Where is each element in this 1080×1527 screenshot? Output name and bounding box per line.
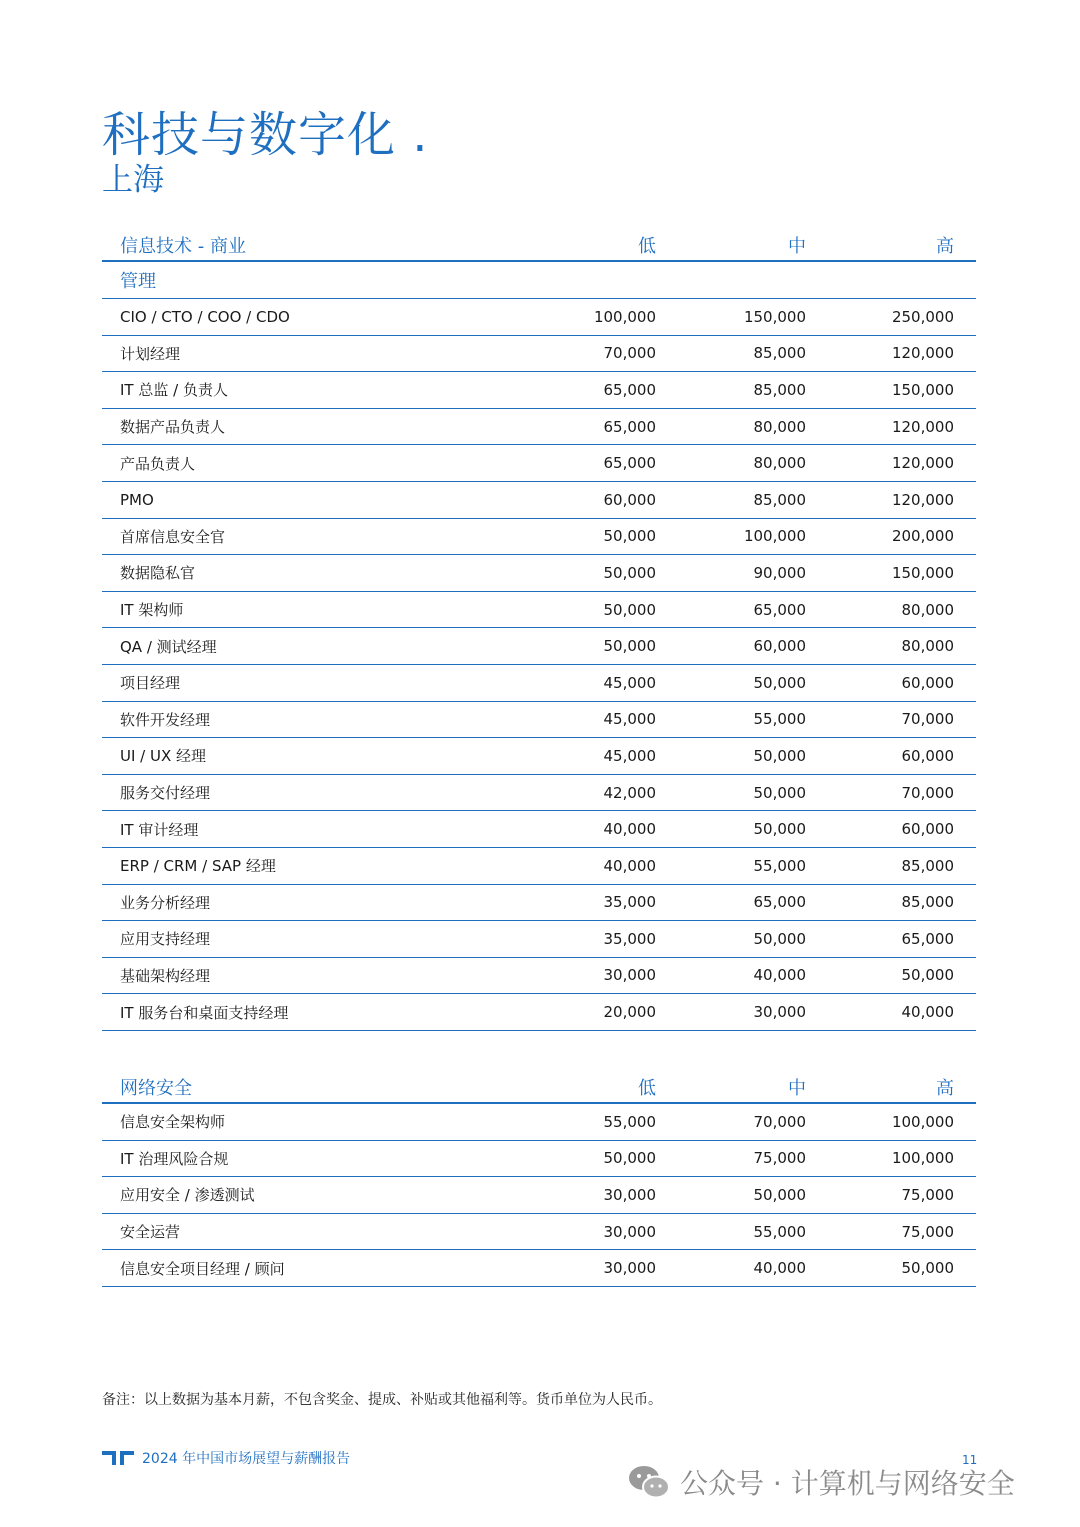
salary-mid: 60,000 [753, 637, 806, 656]
table-row [102, 811, 976, 848]
table-row [102, 336, 976, 373]
page-subtitle: 上海 [102, 162, 164, 198]
role-name: PMO [120, 490, 154, 509]
salary-mid: 90,000 [753, 563, 806, 582]
salary-mid: 30,000 [753, 1003, 806, 1022]
table-header [102, 226, 976, 262]
footnote: 备注：以上数据为基本月薪，不包含奖金、提成、补贴或其他福利等。货币单位为人民币。 [102, 1392, 662, 1408]
salary-high: 150,000 [891, 563, 954, 582]
salary-high: 50,000 [901, 966, 954, 985]
page-title: 科技与数字化 . [102, 107, 429, 163]
salary-mid: 40,000 [753, 1259, 806, 1278]
role-name: IT 治理风险合规 [120, 1149, 229, 1168]
salary-high: 100,000 [891, 1149, 954, 1168]
salary-high: 85,000 [901, 856, 954, 875]
role-name: 数据隐私官 [120, 564, 196, 583]
watermark-text: 公众号 · 计算机与网络安全 [680, 1467, 1015, 1500]
role-name: 应用安全 / 渗透测试 [120, 1186, 255, 1205]
table-row [102, 848, 976, 885]
salary-high: 120,000 [891, 417, 954, 436]
salary-high: 75,000 [901, 1185, 954, 1204]
salary-mid: 85,000 [753, 344, 806, 363]
role-name: 业务分析经理 [120, 893, 211, 912]
table-row [102, 555, 976, 592]
role-name: QA / 测试经理 [120, 637, 217, 656]
table-subheader [102, 262, 976, 299]
role-name: 信息安全项目经理 / 顾问 [120, 1259, 285, 1278]
salary-high: 60,000 [901, 746, 954, 765]
table-row [102, 665, 976, 702]
salary-low: 60,000 [603, 490, 656, 509]
role-name: IT 总监 / 负责人 [120, 381, 228, 400]
salary-low: 35,000 [603, 893, 656, 912]
table-row [102, 409, 976, 446]
table-row [102, 1177, 976, 1214]
salary-low: 55,000 [603, 1112, 656, 1131]
salary-high: 75,000 [901, 1222, 954, 1241]
salary-low: 45,000 [603, 746, 656, 765]
role-name: 产品负责人 [120, 454, 196, 473]
table-row [102, 445, 976, 482]
header-mid: 中 [788, 236, 806, 257]
table-row [102, 921, 976, 958]
salary-mid: 50,000 [753, 820, 806, 839]
salary-mid: 150,000 [743, 307, 806, 326]
table-row [102, 372, 976, 409]
salary-mid: 65,000 [753, 600, 806, 619]
role-name: UI / UX 经理 [120, 747, 207, 766]
company-logo-icon [102, 1449, 134, 1465]
salary-low: 50,000 [603, 563, 656, 582]
role-name: 基础架构经理 [120, 966, 211, 985]
salary-mid: 50,000 [753, 783, 806, 802]
table-row [102, 482, 976, 519]
role-name: 安全运营 [120, 1223, 181, 1242]
salary-low: 45,000 [603, 710, 656, 729]
role-name: IT 服务台和桌面支持经理 [120, 1003, 289, 1022]
table-row [102, 519, 976, 556]
header-high: 高 [936, 236, 954, 257]
header-low: 低 [638, 236, 656, 257]
salary-low: 20,000 [603, 1003, 656, 1022]
salary-low: 40,000 [603, 856, 656, 875]
table-header [102, 1068, 976, 1104]
salary-mid: 80,000 [753, 454, 806, 473]
cybersecurity-table [102, 1068, 976, 1287]
salary-mid: 55,000 [753, 1222, 806, 1241]
salary-low: 42,000 [603, 783, 656, 802]
salary-high: 60,000 [901, 820, 954, 839]
role-name: IT 审计经理 [120, 820, 199, 839]
table-row [102, 1104, 976, 1141]
salary-high: 40,000 [901, 1003, 954, 1022]
watermark [628, 1462, 1015, 1502]
table-body [102, 1104, 976, 1287]
salary-mid: 75,000 [753, 1149, 806, 1168]
salary-low: 50,000 [603, 600, 656, 619]
table-row [102, 628, 976, 665]
header-category: 网络安全 [120, 1078, 192, 1099]
table-row [102, 1214, 976, 1251]
salary-low: 65,000 [603, 417, 656, 436]
salary-mid: 70,000 [753, 1112, 806, 1131]
salary-mid: 85,000 [753, 490, 806, 509]
role-name: 信息安全架构师 [120, 1113, 226, 1132]
table-row [102, 592, 976, 629]
salary-low: 70,000 [603, 344, 656, 363]
table-row [102, 299, 976, 336]
salary-high: 150,000 [891, 380, 954, 399]
role-name: 首席信息安全官 [120, 527, 226, 546]
role-name: 数据产品负责人 [120, 418, 226, 437]
table-row [102, 738, 976, 775]
salary-low: 100,000 [593, 307, 656, 326]
salary-high: 250,000 [891, 307, 954, 326]
salary-low: 30,000 [603, 1222, 656, 1241]
subheader-label: 管理 [120, 271, 156, 292]
salary-low: 50,000 [603, 1149, 656, 1168]
table-row [102, 1141, 976, 1178]
role-name: 服务交付经理 [120, 784, 211, 803]
table-row [102, 885, 976, 922]
salary-mid: 50,000 [753, 929, 806, 948]
header-mid: 中 [788, 1078, 806, 1099]
role-name: ERP / CRM / SAP 经理 [120, 857, 276, 876]
salary-low: 30,000 [603, 1185, 656, 1204]
salary-high: 85,000 [901, 893, 954, 912]
role-name: 应用支持经理 [120, 930, 211, 949]
salary-low: 30,000 [603, 1259, 656, 1278]
salary-low: 35,000 [603, 929, 656, 948]
table-body [102, 299, 976, 1031]
table-row [102, 994, 976, 1031]
salary-high: 60,000 [901, 673, 954, 692]
salary-high: 70,000 [901, 710, 954, 729]
salary-low: 65,000 [603, 380, 656, 399]
page-number: 11 [962, 1453, 978, 1467]
salary-mid: 65,000 [753, 893, 806, 912]
salary-low: 50,000 [603, 527, 656, 546]
salary-high: 100,000 [891, 1112, 954, 1131]
salary-low: 30,000 [603, 966, 656, 985]
salary-high: 120,000 [891, 344, 954, 363]
table-row [102, 702, 976, 739]
role-name: 软件开发经理 [120, 710, 211, 729]
salary-low: 45,000 [603, 673, 656, 692]
header-high: 高 [936, 1078, 954, 1099]
role-name: 项目经理 [120, 674, 181, 693]
salary-mid: 50,000 [753, 1185, 806, 1204]
role-name: CIO / CTO / COO / CDO [120, 307, 290, 326]
table-row [102, 958, 976, 995]
salary-mid: 40,000 [753, 966, 806, 985]
header-low: 低 [638, 1078, 656, 1099]
table-row [102, 775, 976, 812]
salary-high: 50,000 [901, 1259, 954, 1278]
header-category: 信息技术 - 商业 [120, 236, 246, 257]
salary-mid: 55,000 [753, 710, 806, 729]
salary-low: 65,000 [603, 454, 656, 473]
footer-report-title: 2024 年中国市场展望与薪酬报告 [142, 1451, 351, 1467]
salary-high: 200,000 [891, 527, 954, 546]
salary-low: 50,000 [603, 637, 656, 656]
salary-mid: 80,000 [753, 417, 806, 436]
salary-mid: 55,000 [753, 856, 806, 875]
salary-high: 80,000 [901, 600, 954, 619]
salary-high: 120,000 [891, 490, 954, 509]
salary-high: 65,000 [901, 929, 954, 948]
role-name: IT 架构师 [120, 601, 184, 620]
salary-mid: 50,000 [753, 673, 806, 692]
salary-high: 70,000 [901, 783, 954, 802]
table-row [102, 1250, 976, 1287]
salary-high: 80,000 [901, 637, 954, 656]
salary-low: 40,000 [603, 820, 656, 839]
salary-mid: 85,000 [753, 380, 806, 399]
wechat-icon [628, 1464, 670, 1500]
salary-mid: 50,000 [753, 746, 806, 765]
salary-mid: 100,000 [743, 527, 806, 546]
salary-high: 120,000 [891, 454, 954, 473]
role-name: 计划经理 [120, 344, 181, 363]
it-business-table [102, 226, 976, 1031]
